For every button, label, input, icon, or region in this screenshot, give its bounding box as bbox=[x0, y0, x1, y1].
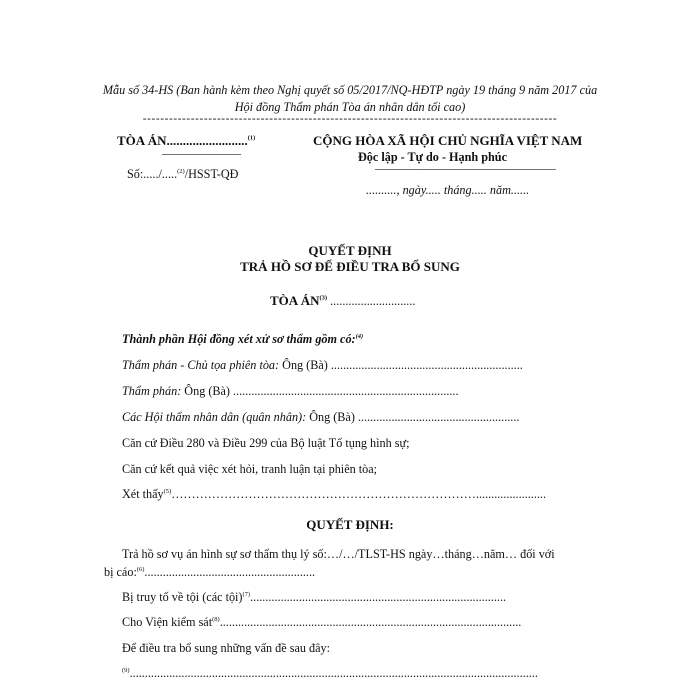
charge-label: Bị truy tố về tội (các tội) bbox=[122, 590, 243, 604]
charge-dots: .................................................................................... bbox=[250, 590, 507, 604]
finding-footnote: (5) bbox=[163, 487, 172, 495]
return-file-line-1: Trả hồ sơ vụ án hình sự sơ thẩm thụ lý số:…/…/TLST-HS ngày…tháng…năm… đối với bbox=[122, 547, 555, 561]
additional-investigation-line: Để điều tra bổ sung những vấn đề sau đây: bbox=[122, 641, 330, 655]
finding-line bbox=[122, 487, 546, 502]
finding-label: Xét thấy bbox=[122, 487, 164, 501]
investigation-issues-line bbox=[122, 666, 538, 681]
presiding-judge-label: Thẩm phán - Chủ tọa phiên tòa: bbox=[122, 358, 280, 372]
issuing-court-footnote: (3) bbox=[319, 294, 328, 302]
form-reference-line-1: Mẫu số 34-HS (Ban hành kèm theo Nghị quyết số 05/2017/NQ-HĐTP ngày 19 tháng 9 năm 2017 của bbox=[102, 83, 598, 97]
judge-label: Thẩm phán: bbox=[122, 384, 182, 398]
jurors-label: Các Hội thẩm nhân dân (quân nhân): bbox=[122, 410, 307, 424]
motto-rule: ———————————————— bbox=[375, 163, 556, 175]
judge-value: Ông (Bà) .......................................................................... bbox=[181, 384, 459, 398]
presiding-judge-value: Ông (Bà) ............................................................... bbox=[279, 358, 523, 372]
document-number bbox=[127, 167, 238, 182]
national-motto: Độc lập - Tự do - Hạnh phúc bbox=[358, 150, 507, 164]
place-date-line: .........., ngày..... tháng..... năm...... bbox=[366, 183, 530, 197]
defendant-dots: ........................................................ bbox=[144, 565, 316, 579]
document-number-prefix: Số:...../..... bbox=[127, 167, 178, 181]
document-number-footnote: (2) bbox=[177, 167, 185, 175]
return-file-line-2 bbox=[104, 565, 315, 580]
court-name-footnote: (1) bbox=[247, 134, 256, 142]
court-name bbox=[117, 133, 255, 149]
procuracy-line bbox=[122, 615, 521, 630]
court-name-text: TÒA ÁN......................... bbox=[117, 133, 248, 148]
judge-line bbox=[122, 384, 459, 399]
court-rule: ——————— bbox=[162, 148, 242, 160]
jurors-line bbox=[122, 410, 519, 425]
charge-line bbox=[122, 590, 506, 605]
document-number-suffix: /HSST-QĐ bbox=[184, 167, 239, 181]
procuracy-footnote: (8) bbox=[212, 615, 220, 623]
issuing-court bbox=[270, 293, 415, 309]
panel-heading-footnote: (4) bbox=[355, 332, 364, 340]
header-dashed-rule: ----------------------------------------------------------------------------------------------- bbox=[142, 113, 558, 125]
jurors-value: Ông (Bà) ..................................................... bbox=[306, 410, 520, 424]
finding-dots: …………………………………………………………………....................... bbox=[171, 487, 546, 501]
panel-heading-text: Thành phần Hội đồng xét xử sơ thẩm gồm có: bbox=[122, 332, 356, 346]
investigation-issues-dots: ...................................................................................................................................... bbox=[129, 666, 538, 680]
document-subtitle: TRẢ HỒ SƠ ĐỂ ĐIỀU TRA BỔ SUNG bbox=[240, 259, 460, 274]
issuing-court-dots: ............................ bbox=[327, 294, 416, 308]
procuracy-label: Cho Viện kiểm sát bbox=[122, 615, 213, 629]
panel-heading bbox=[122, 332, 363, 347]
issuing-court-label: TÒA ÁN bbox=[270, 293, 320, 308]
form-reference-line-2: Hội đồng Thẩm phán Tòa án nhân dân tối cao) bbox=[234, 100, 466, 114]
document-title: QUYẾT ĐỊNH bbox=[308, 243, 392, 258]
defendant-label: bị cáo: bbox=[104, 565, 137, 579]
presiding-judge-line bbox=[122, 358, 523, 373]
legal-basis-line-2: Căn cứ kết quả việc xét hỏi, tranh luận tại phiên tòa; bbox=[122, 462, 378, 476]
decision-heading: QUYẾT ĐỊNH: bbox=[306, 517, 394, 532]
legal-basis-line-1: Căn cứ Điều 280 và Điều 299 của Bộ luật Tố tụng hình sự; bbox=[122, 436, 410, 450]
defendant-footnote: (6) bbox=[136, 565, 145, 573]
investigation-issues-footnote: (9) bbox=[122, 666, 130, 674]
procuracy-dots: ................................................................................................... bbox=[219, 615, 522, 629]
charge-footnote: (7) bbox=[242, 590, 251, 598]
country-name: CỘNG HÒA XÃ HỘI CHỦ NGHĨA VIỆT NAM bbox=[313, 133, 583, 148]
